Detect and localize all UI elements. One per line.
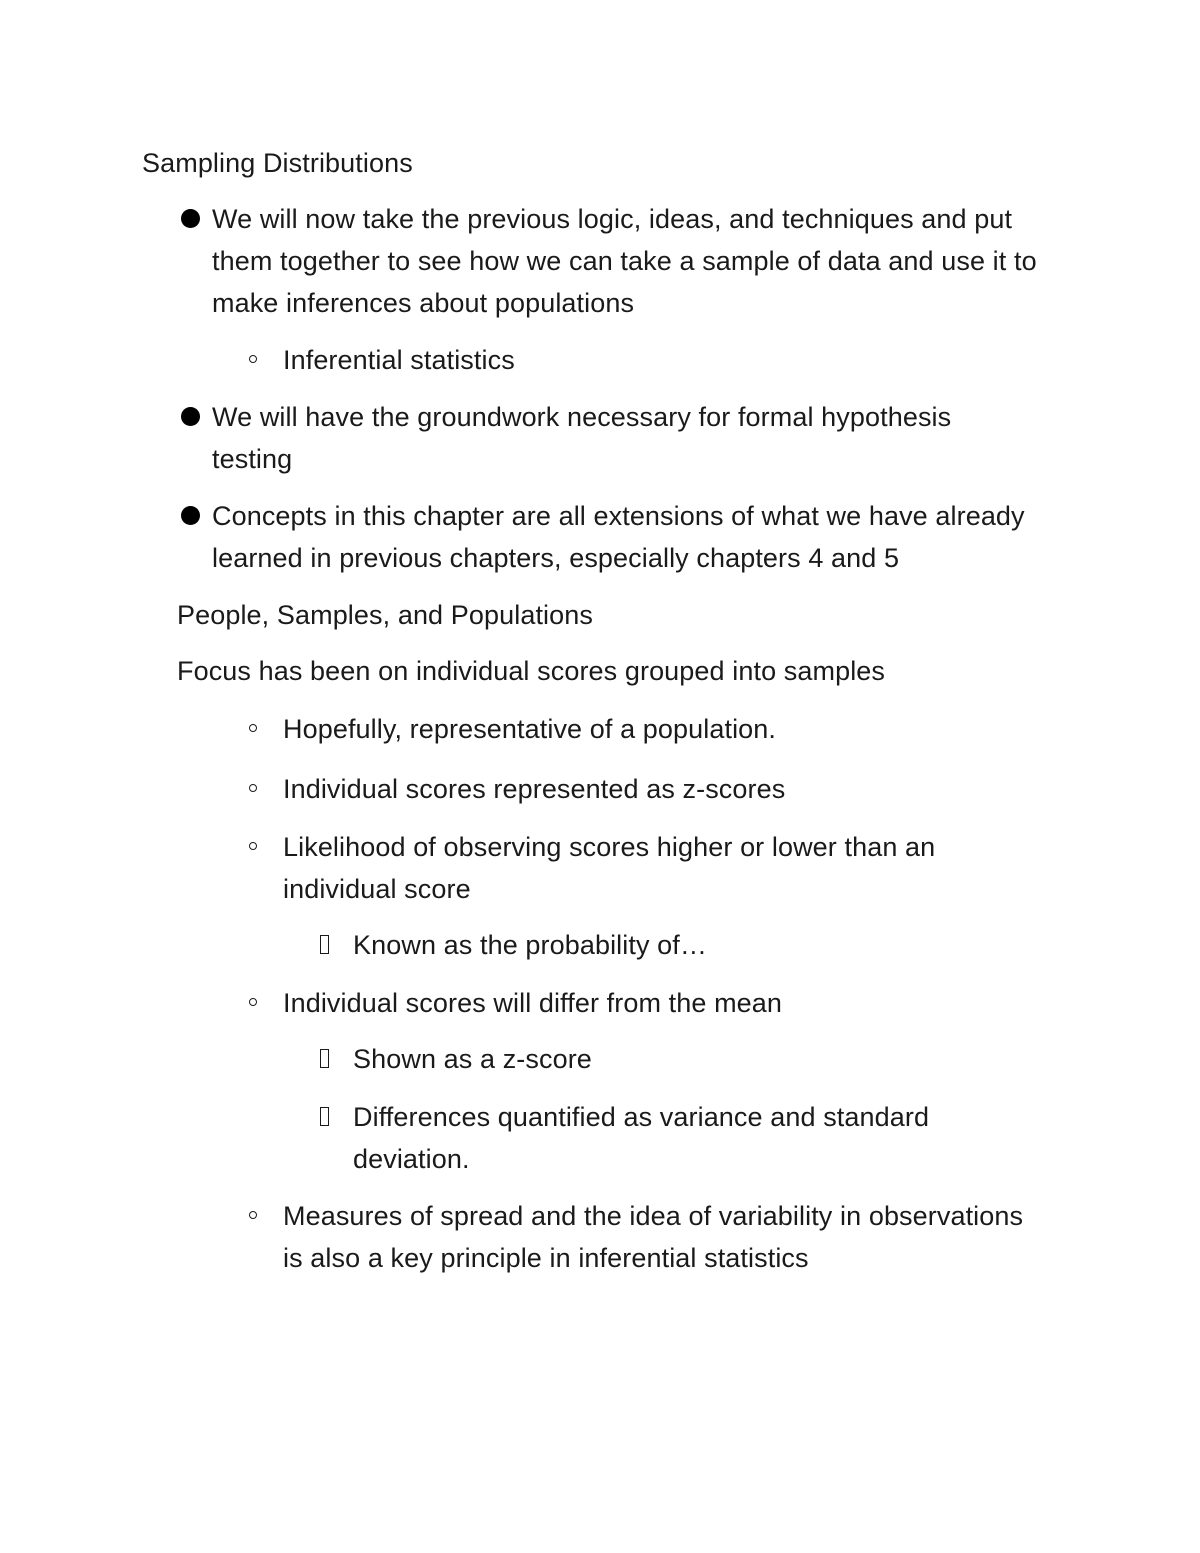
square-bullet-icon bbox=[320, 1107, 329, 1126]
circle-bullet-icon bbox=[249, 784, 257, 792]
bullet-dot-icon bbox=[181, 407, 200, 426]
third-level-item: Known as the probability of… bbox=[353, 930, 707, 960]
bullet-item: We will now take the previous logic, ideas, and techniques and put them together to see how we can take a sample of data and use it to make inferences about populations bbox=[212, 204, 1037, 318]
bullet-dot-icon bbox=[181, 209, 200, 228]
circle-bullet-icon bbox=[249, 998, 257, 1006]
square-bullet-icon bbox=[320, 1049, 329, 1068]
list-item: Individual scores will differ from the mean bbox=[283, 988, 783, 1018]
bullet-dot-icon bbox=[181, 506, 200, 525]
list-item: Individual scores represented as z-scores bbox=[283, 774, 786, 804]
focus-line: Focus has been on individual scores grouped into samples bbox=[177, 656, 886, 686]
list-item: Likelihood of observing scores higher or lower than an individual score bbox=[283, 832, 936, 904]
circle-bullet-icon bbox=[249, 1211, 257, 1219]
section-heading: People, Samples, and Populations bbox=[177, 600, 593, 630]
page-title: Sampling Distributions bbox=[142, 148, 413, 178]
sub-bullet-item: Inferential statistics bbox=[283, 345, 515, 375]
bullet-item: We will have the groundwork necessary for formal hypothesis testing bbox=[212, 402, 952, 474]
circle-bullet-icon bbox=[249, 724, 257, 732]
bullet-item: Concepts in this chapter are all extensions of what we have already learned in previous chapters, especially chapters 4 and 5 bbox=[212, 501, 1025, 573]
circle-bullet-icon bbox=[249, 355, 257, 363]
third-level-item: Shown as a z-score bbox=[353, 1044, 592, 1074]
list-item: Hopefully, representative of a population. bbox=[283, 714, 777, 744]
circle-bullet-icon bbox=[249, 842, 257, 850]
list-item: Measures of spread and the idea of variability in observations is also a key principle in inferential statistics bbox=[283, 1201, 1024, 1273]
square-bullet-icon bbox=[320, 935, 329, 954]
third-level-item: Differences quantified as variance and standard deviation. bbox=[353, 1102, 930, 1174]
